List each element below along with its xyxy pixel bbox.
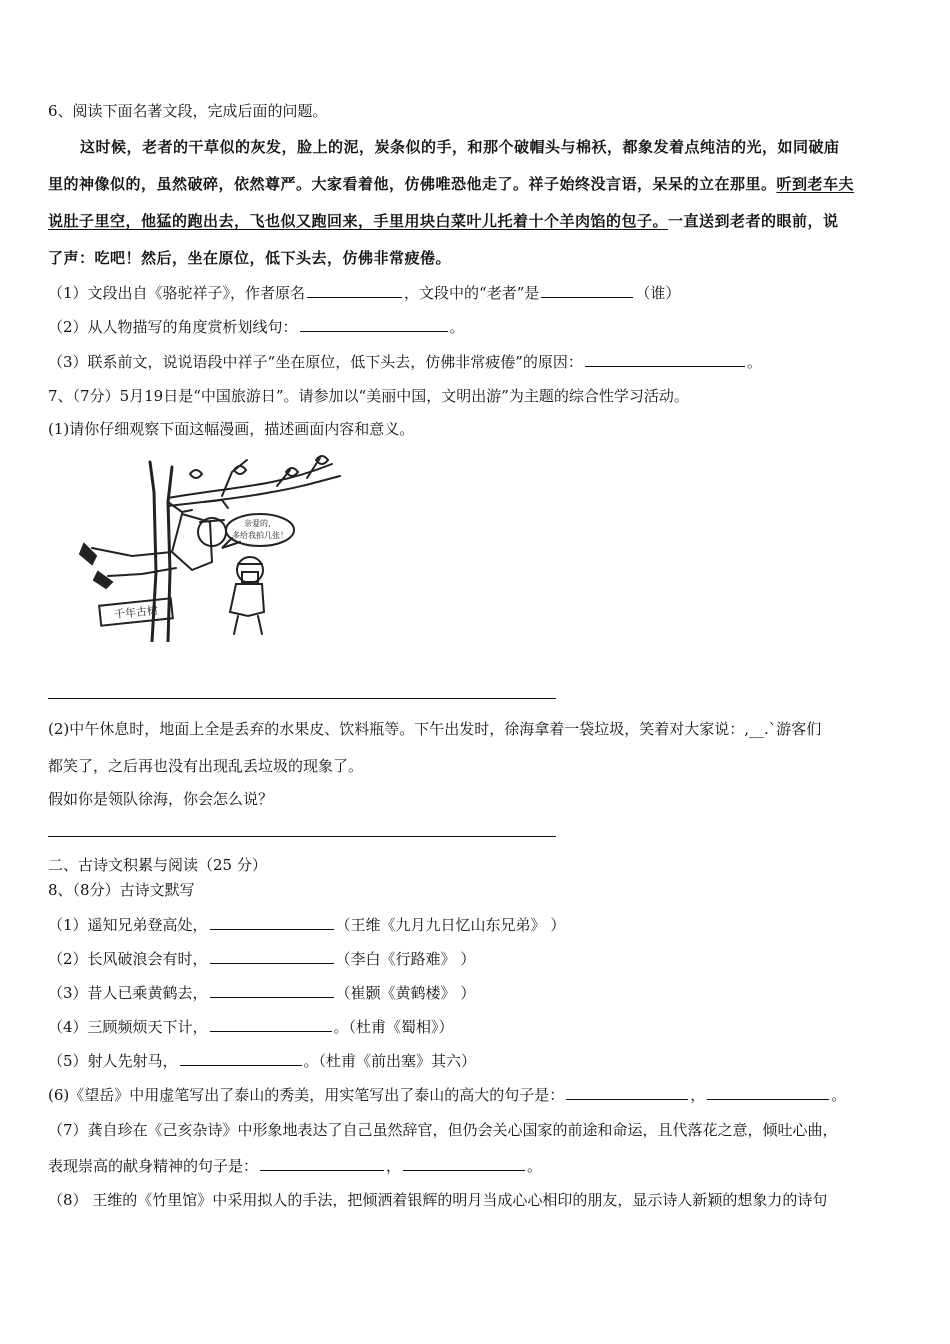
q8-item-source: 。（杜甫《前出塞》其六） — [303, 1052, 477, 1070]
q7-sub2-line-3: 假如你是领队徐海，你会怎么说？ — [48, 790, 274, 808]
q8-item-5 — [48, 1051, 910, 1071]
q6-passage-text: 里的神像似的，虽然破碎，依然尊严。大家看着他，仿佛唯恐他走了。祥子始终没言语，呆呆的立在那里。 — [48, 175, 777, 193]
speech-bubble-line-1: 亲爱的， — [244, 519, 276, 528]
q6-passage-line-2 — [48, 174, 910, 194]
q8-item-source: 。（杜甫《蜀相》） — [333, 1018, 454, 1036]
section-2-heading: 二、古诗文积累与阅读（25 分） — [48, 856, 267, 874]
cartoon-illustration — [72, 452, 352, 642]
q8-item-7-line-1: （7）龚自珍在《己亥杂诗》中形象地表达了自己虽然辞官，但仍会关心国家的前途和命运，且代落花之意，倾吐心曲， — [48, 1121, 838, 1139]
q8-item-source: （崔颢《黄鹤楼》 ） — [335, 984, 476, 1002]
q8-item-text: ， — [690, 1086, 706, 1104]
q8-item-text: 表现崇高的献身精神的句子是： — [48, 1157, 259, 1175]
answer-line[interactable] — [48, 698, 556, 699]
tree-sign-text: 千年古树 — [113, 603, 159, 622]
q7-heading: 7、（7分）5月19日是“中国旅游日”。请参加以“美丽中国，文明出游”为主题的综合性学习活动。 — [48, 387, 689, 405]
q6-sub3-text: 。 — [746, 353, 762, 371]
q8-item-3 — [48, 983, 910, 1003]
q8-item-text: （4）三顾频烦天下计， — [48, 1018, 208, 1036]
answer-blank[interactable] — [541, 283, 633, 298]
q6-sub1 — [48, 283, 910, 303]
answer-blank[interactable] — [403, 1156, 525, 1171]
q8-item-text: （2）长风破浪会有时， — [48, 950, 208, 968]
answer-blank[interactable] — [210, 1017, 332, 1032]
q8-item-text: （3）昔人已乘黄鹤去， — [48, 984, 208, 1002]
q6-passage-line-1: 这时候，老者的干草似的灰发，脸上的泥，炭条似的手，和那个破帽头与棉袄，都象发着点纯洁的光，如同破庙 — [80, 138, 840, 156]
q8-item-text: (6)《望岳》中用虚笔写出了泰山的秀美，用实笔写出了泰山的高大的句子是： — [48, 1086, 565, 1104]
q8-item-8: （8） 王维的《竹里馆》中采用拟人的手法，把倾洒着银辉的明月当成心心相印的朋友，显示诗人新颖的想象力的诗句 — [48, 1191, 828, 1209]
q6-passage-line-4: 了声：吃吧！然后，坐在原位，低下头去，仿佛非常疲倦。 — [48, 249, 452, 267]
answer-blank[interactable] — [566, 1085, 688, 1100]
q8-item-text: ， — [386, 1157, 402, 1175]
answer-blank[interactable] — [210, 983, 334, 998]
q6-passage-line-3 — [48, 211, 910, 231]
q6-sub2-text: 。 — [449, 318, 465, 336]
q8-item-text: 。 — [831, 1086, 847, 1104]
q8-item-2 — [48, 949, 910, 969]
speech-bubble-line-2: 多给我拍几张！ — [232, 531, 288, 540]
answer-blank[interactable] — [307, 283, 402, 298]
q6-underlined-sentence: 说肚子里空，他猛的跑出去，飞也似又跑回来，手里用块白菜叶儿托着十个羊肉馅的包子。 — [48, 212, 669, 230]
q8-item-1 — [48, 915, 910, 935]
q6-sub1-text: （谁） — [635, 284, 681, 302]
q6-sub3-text: （3）联系前文，说说语段中祥子“坐在原位，低下头去，仿佛非常疲倦”的原因： — [48, 353, 583, 371]
q8-item-source: （李白《行路难》 ） — [335, 950, 476, 968]
answer-blank[interactable] — [180, 1051, 302, 1066]
q6-sub3 — [48, 352, 910, 372]
q6-passage-text: 一直送到老者的眼前，说 — [668, 212, 839, 230]
q8-heading: 8、（8分）古诗文默写 — [48, 881, 195, 899]
q7-sub2-line-1: (2)中午休息时，地面上全是丢弃的水果皮、饮料瓶等。下午出发时，徐海拿着一袋垃圾，笑着对大家说：,__.`游客们 — [48, 720, 822, 738]
q8-item-source: （王维《九月九日忆山东兄弟》 ） — [335, 916, 566, 934]
answer-blank[interactable] — [210, 915, 334, 930]
answer-blank[interactable] — [260, 1156, 384, 1171]
q8-item-6 — [48, 1085, 910, 1105]
q6-sub1-text: ，文段中的“老者”是 — [404, 284, 540, 302]
cartoon-drawing — [72, 452, 352, 642]
answer-blank[interactable] — [585, 352, 745, 367]
q8-item-text: （1）遥知兄弟登高处， — [48, 916, 208, 934]
answer-blank[interactable] — [210, 949, 334, 964]
q6-sub2 — [48, 317, 910, 337]
q6-heading: 6、阅读下面名著文段，完成后面的问题。 — [48, 102, 328, 120]
answer-blank[interactable] — [300, 317, 448, 332]
answer-line[interactable] — [48, 836, 556, 837]
q6-underlined-sentence: 听到老车夫 — [776, 175, 855, 193]
q8-item-7-line-2 — [48, 1156, 910, 1176]
q8-item-text: （5）射人先射马， — [48, 1052, 178, 1070]
answer-blank[interactable] — [707, 1085, 829, 1100]
q6-sub2-text: （2）从人物描写的角度赏析划线句： — [48, 318, 298, 336]
q7-sub1: (1)请你仔细观察下面这幅漫画，描述画面内容和意义。 — [48, 420, 415, 438]
q6-sub1-text: （1）文段出自《骆驼祥子》，作者原名 — [48, 284, 306, 302]
q7-sub2-line-2: 都笑了，之后再也没有出现乱丢垃圾的现象了。 — [48, 757, 364, 775]
q8-item-text: 。 — [527, 1157, 543, 1175]
q8-item-4 — [48, 1017, 910, 1037]
